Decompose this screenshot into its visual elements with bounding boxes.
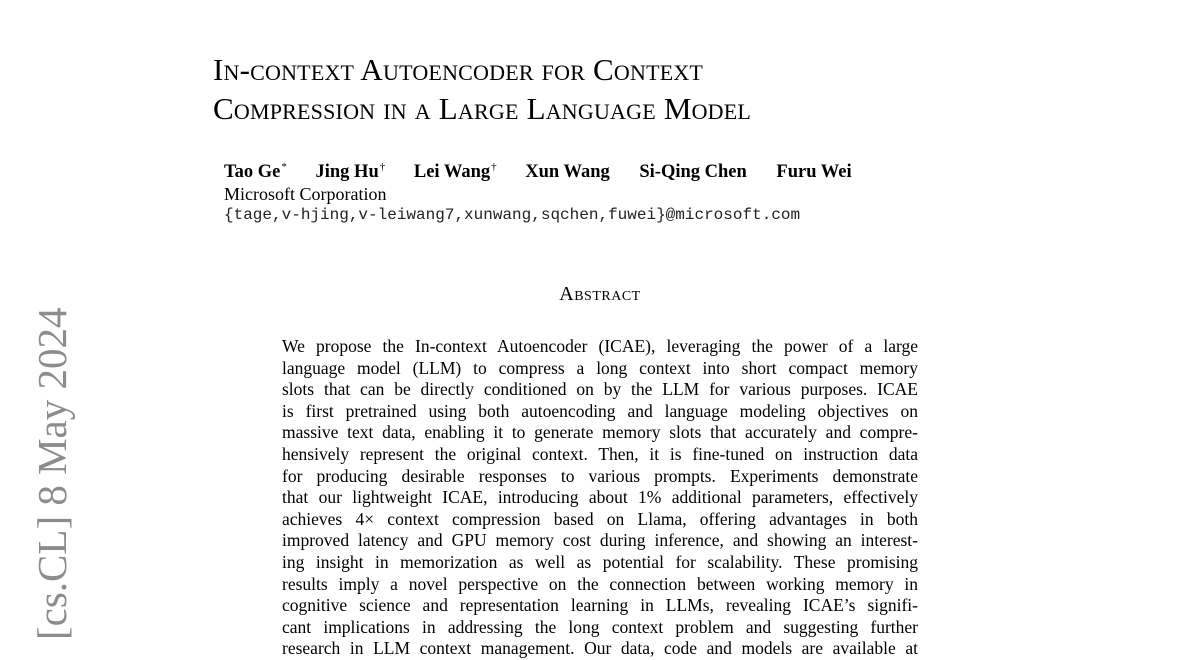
abstract-line: research in LLM context management. Our data, code and models are available at <box>282 638 918 659</box>
arxiv-side-stamp: [cs.CL] 8 May 2024 <box>29 307 75 640</box>
author-list <box>224 161 877 183</box>
author: Tao Ge* <box>224 161 287 182</box>
abstract-line: ing insight in memorization as well as potential for scalability. These promising <box>282 551 918 572</box>
abstract-line: slots that can be directly conditioned on by the LLM for various purposes. ICAE <box>282 379 918 400</box>
abstract-line: cant implications in addressing the long context problem and suggesting further <box>282 616 918 637</box>
author: Xun Wang <box>525 162 610 182</box>
author: Jing Hu† <box>315 161 386 182</box>
title-line-1: In-context Autoencoder for Context <box>213 52 704 87</box>
abstract-line: cognitive science and representation learning in LLMs, revealing ICAE’s signifi- <box>282 595 918 616</box>
title-line-2: Compression in a Large Language Model <box>213 91 752 126</box>
abstract-line: language model (LLM) to compress a long context into short compact memory <box>282 357 918 378</box>
abstract-line: is first pretrained using both autoencoding and language modeling objectives on <box>282 400 918 421</box>
abstract-line: for producing desirable responses to various prompts. Experiments demonstrate <box>282 465 918 486</box>
abstract-line: We propose the In-context Autoencoder (ICAE), leveraging the power of a large <box>282 336 918 356</box>
abstract-heading: Abstract <box>559 283 641 305</box>
author-emails[interactable]: {tage,v-hjing,v-leiwang7,xunwang,sqchen,fuwei}@microsoft.com <box>224 206 801 224</box>
abstract-line: results imply a novel perspective on the connection between working memory in <box>282 573 918 594</box>
abstract-line: achieves 4× context compression based on Llama, offering advantages in both <box>282 508 918 529</box>
abstract-body <box>282 336 918 660</box>
paper-title <box>213 50 751 128</box>
affiliation: Microsoft Corporation <box>224 184 387 204</box>
abstract-line: improved latency and GPU memory cost during inference, and showing an interest- <box>282 530 918 551</box>
author: Furu Wei <box>776 162 852 182</box>
abstract-line: hensively represent the original context. Then, it is fine-tuned on instruction data <box>282 443 918 464</box>
author: Lei Wang† <box>413 161 497 182</box>
abstract-line: that our lightweight ICAE, introducing about 1% additional parameters, effectively <box>282 487 918 508</box>
author: Si-Qing Chen <box>639 162 747 182</box>
abstract-line: massive text data, enabling it to generate memory slots that accurately and compre- <box>282 422 918 443</box>
